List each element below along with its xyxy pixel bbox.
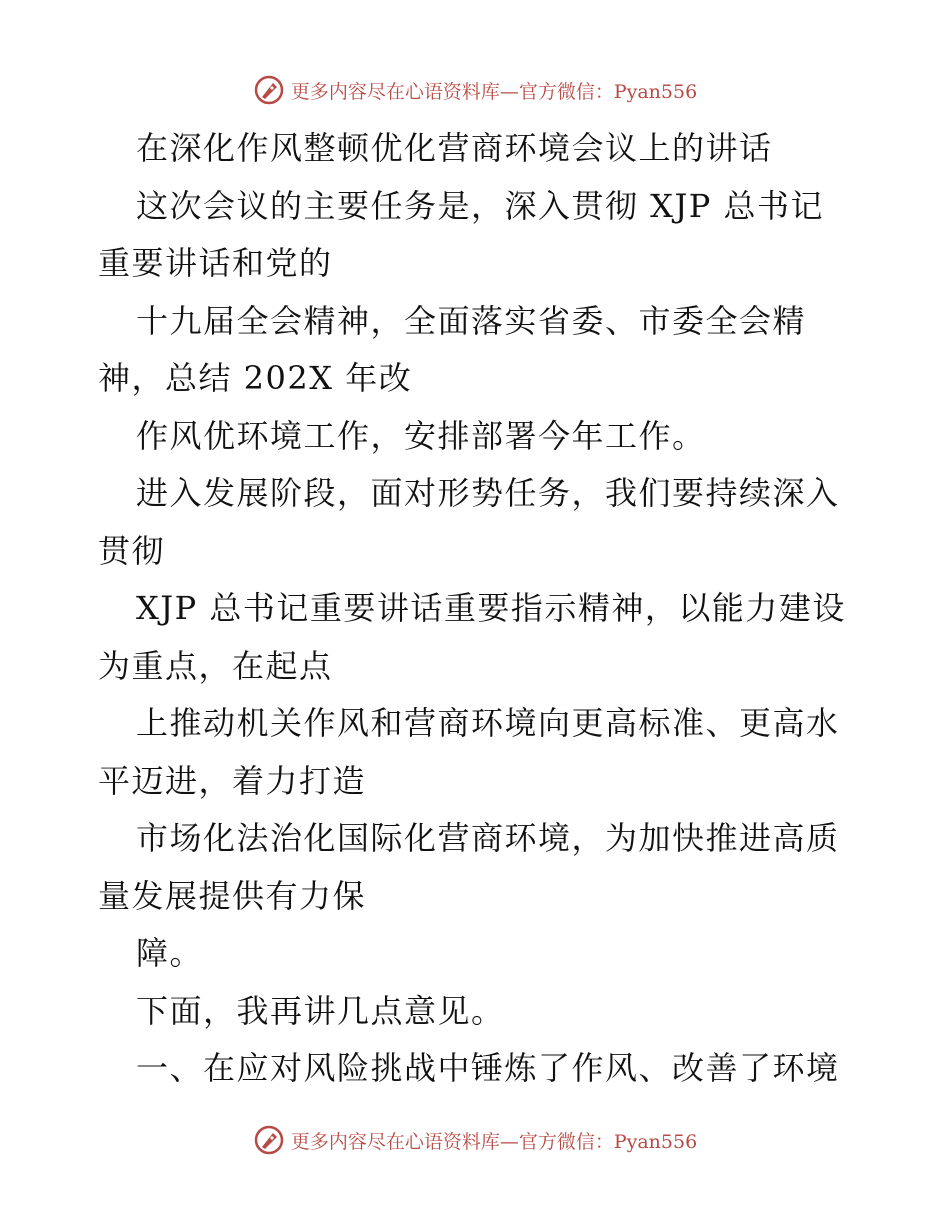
watermark-text: 更多内容尽在心语资料库—官方微信：Pyan556 [290,80,698,103]
paragraph-line: 下面，我再讲几点意见。 [136,991,505,1030]
paragraph-line: 十九届全会精神，全面落实省委、市委全会精 [136,301,807,340]
paragraph-line: 这次会议的主要任务是，深入贯彻 XJP 总书记 [136,186,824,225]
paragraph-line: 进入发展阶段，面对形势任务，我们要持续深入 [136,474,840,512]
paragraph-line: 重要讲话和党的 [98,244,333,282]
header-watermark [0,70,950,110]
paragraph-line: 障。 [136,934,204,972]
pen-nib-logo-icon [253,1124,285,1156]
paragraph-line: 贯彻 [98,531,166,570]
watermark-text: 更多内容尽在心语资料库—官方微信：Pyan556 [290,1130,698,1153]
paragraph-line: 为重点，在起点 [98,646,333,685]
document-title: 在深化作风整顿优化营商环境会议上的讲话 [136,129,773,167]
paragraph-line: 平迈进，着力打造 [98,761,367,800]
paragraph-line: 量发展提供有力保 [98,876,367,915]
section-heading: 一、在应对风险挑战中锤炼了作风、改善了环境 [136,1049,840,1087]
pen-nib-logo-icon [253,74,285,106]
paragraph-line: 上推动机关作风和营商环境向更高标准、更高水 [136,704,840,742]
footer-watermark [0,1120,950,1160]
paragraph-line: 市场化法治化国际化营商环境，为加快推进高质 [136,819,840,857]
paragraph-line: 神，总结 202X 年改 [98,359,413,397]
paragraph-line: XJP 总书记重要讲话重要指示精神，以能力建设 [136,589,846,627]
document-body [98,120,858,1098]
paragraph-line: 作风优环境工作，安排部署今年工作。 [136,416,706,455]
